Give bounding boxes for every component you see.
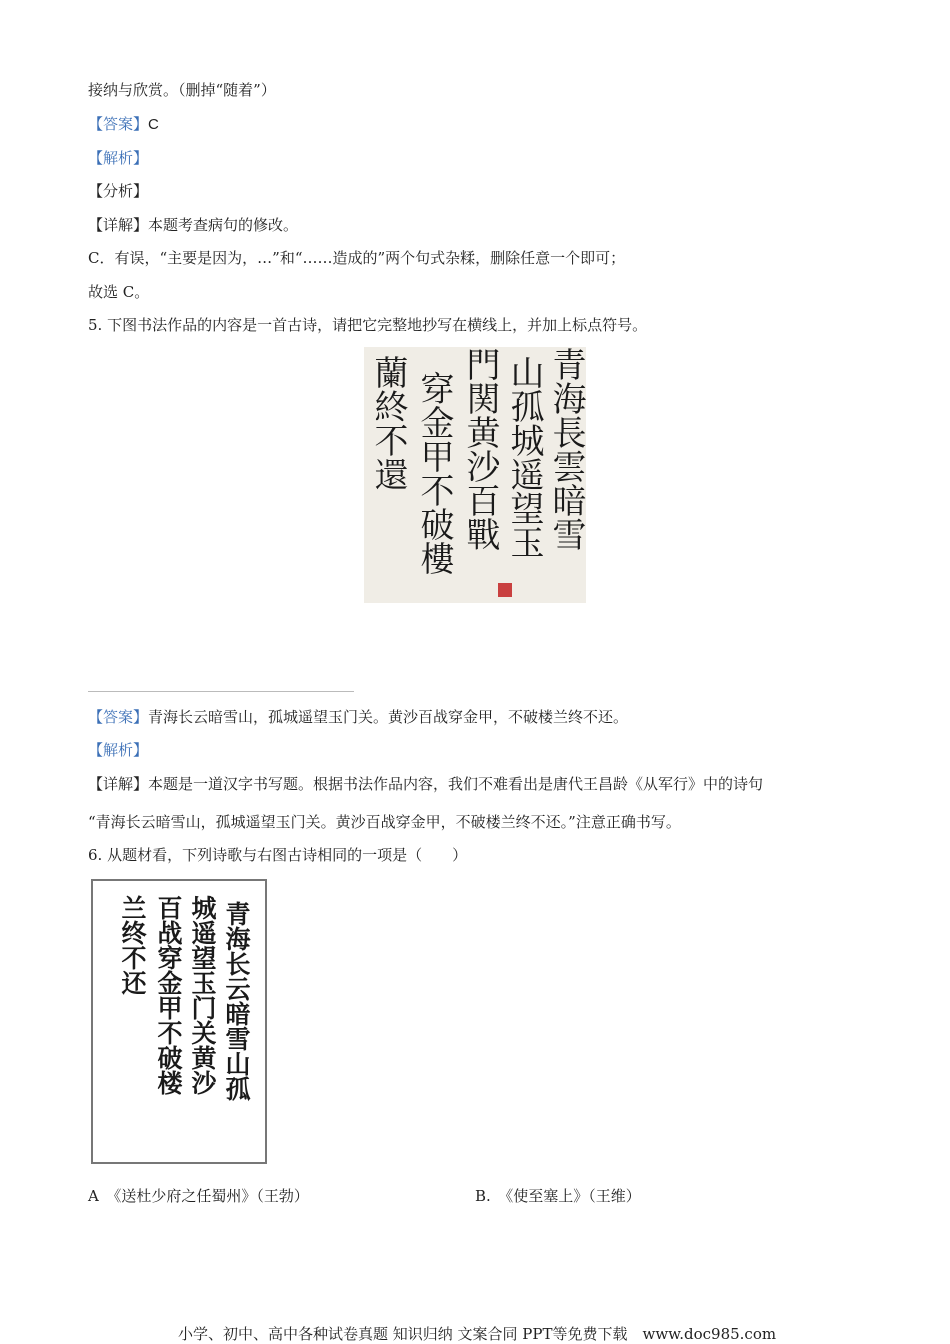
seal-stamp [498,583,512,597]
q5-answer [88,707,628,727]
detail-tag: 【详解】 [88,775,149,793]
answer-tag: 【答案】 [88,115,149,133]
answer-tag: 【答案】 [88,708,149,726]
detail-tag: 【详解】 [88,216,149,234]
calligraphy-column: 兰终不还 [118,895,147,995]
calligraphy-image-2 [91,879,267,1164]
detail-text: 本题是一道汉字书写题。根据书法作品内容，我们不难看出是唐代王昌龄《从军行》中的诗句 [148,775,764,793]
q4-fenxi: 【分析】 [88,182,149,200]
calligraphy-column: 青海長雲暗雪 [546,347,586,551]
option-a: A 《送杜少府之任蜀州》（王勃） [88,1187,309,1205]
q6-question: 6. 从题材看，下列诗歌与右图古诗相同的一项是（ ） [88,846,468,864]
q4-detail [88,215,298,235]
calligraphy-image-1 [364,347,586,603]
q5-detail-1 [88,774,763,794]
answer-value: C [148,116,159,133]
calligraphy-column: 百战穿金甲不破楼 [154,895,183,1095]
calligraphy-column: 蘭終不還 [368,355,408,491]
calligraphy-column: 青海长云暗雪山孤 [222,901,251,1101]
q4-answer [88,114,159,135]
answer-text: 青海长云暗雪山，孤城遥望玉门关。黄沙百战穿金甲，不破楼兰终不还。 [148,708,629,726]
q5-analysis-tag: 【解析】 [88,741,149,759]
calligraphy-column: 穿金甲不破樓 [414,371,454,575]
option-b: B. 《使至塞上》（王维） [475,1187,641,1205]
calligraphy-column: 門関黄沙百戰 [460,347,500,551]
q5-question: 5. 下图书法作品的内容是一首古诗，请把它完整地抄写在横线上，并加上标点符号。 [88,316,648,334]
q4-c-line: C．有误，“主要是因为，…”和“……造成的”两个句式杂糅，删除任意一个即可； [88,249,626,267]
calligraphy-column: 城遥望玉门关黄沙 [188,895,217,1095]
q4-conclusion: 故选 C。 [88,283,150,301]
q4-analysis-tag: 【解析】 [88,149,149,167]
top-line: 接纳与欣赏。（删掉“随着”） [88,81,276,99]
q5-detail-2: “青海长云暗雪山，孤城遥望玉门关。黄沙百战穿金甲，不破楼兰终不还。”注意正确书写。 [88,813,681,831]
calligraphy-column: 山孤城遥望玉 [504,355,544,559]
page-footer: 小学、初中、高中各种试卷真题 知识归纳 文案合同 PPT等免费下载 www.doc985.com [178,1325,777,1343]
answer-blank-line [88,691,354,692]
detail-text: 本题考查病句的修改。 [148,216,299,234]
